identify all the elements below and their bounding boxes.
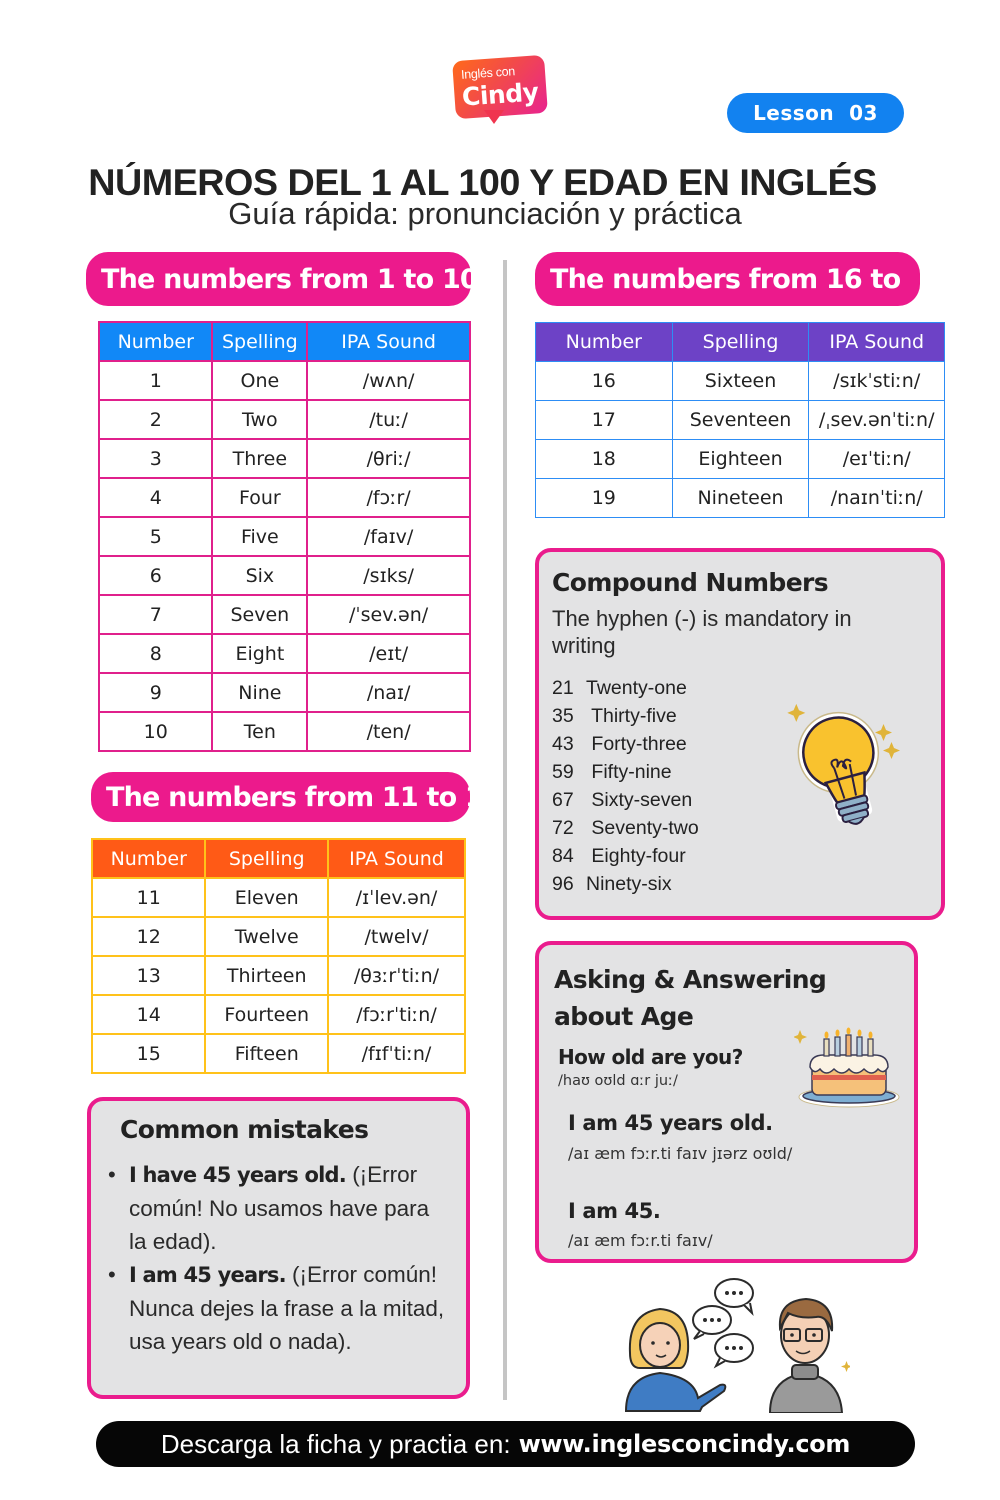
compound-word: Eighty-four [591,845,686,867]
compound-word: Ninety-six [586,873,672,895]
ipa-cell: /fɔːr/ [307,478,470,517]
table-row [92,956,465,995]
number-cell: 3 [99,439,212,478]
compound-word: Thirty-five [591,705,677,727]
compound-word: Sixty-seven [591,789,693,811]
table-body [536,362,945,518]
compound-number: 35 [552,705,574,727]
spelling-cell: Sixteen [672,362,809,401]
lesson-badge: Lesson 03 [727,93,904,133]
logo-text-line2: Cindy [461,77,540,112]
number-cell: 17 [536,401,673,440]
ipa-cell: /sɪkˈstiːn/ [809,362,945,401]
birthday-cake-icon [794,1027,900,1113]
list-item [552,870,699,898]
number-cell: 11 [92,878,205,917]
spelling-cell: Fourteen [205,995,327,1034]
page-title: NÚMEROS DEL 1 AL 100 Y EDAD EN INGLÉS [88,162,877,203]
compound-list [552,674,699,898]
column-header: Number [99,322,212,361]
ipa-cell: /eɪt/ [307,634,470,673]
compound-numbers-card [535,548,945,920]
ipa-cell: /ˌsev.ənˈtiːn/ [809,401,945,440]
spelling-cell: One [212,361,307,400]
number-cell: 10 [99,712,212,751]
ipa-cell: /θɜːrˈtiːn/ [328,956,465,995]
compound-number: 96 [552,873,574,895]
spelling-cell: Eighteen [672,440,809,479]
spelling-cell: Eight [212,634,307,673]
spelling-cell: Two [212,400,307,439]
number-cell: 7 [99,595,212,634]
table-row [99,517,470,556]
number-cell: 9 [99,673,212,712]
table-row [99,673,470,712]
compound-number: 21 [552,677,574,699]
spelling-cell: Seven [212,595,307,634]
logo-bubble-tail [484,110,504,124]
speech-bubble-icon [693,1279,753,1366]
table-row [536,362,945,401]
table-row [92,878,465,917]
spelling-cell: Fifteen [205,1034,327,1073]
number-cell: 14 [92,995,205,1034]
compound-number: 72 [552,817,574,839]
spelling-cell: Three [212,439,307,478]
number-cell: 5 [99,517,212,556]
table-row [99,361,470,400]
ipa-cell: /eɪˈtiːn/ [809,440,945,479]
ipa-cell: /faɪv/ [307,517,470,556]
compound-word: Fifty-nine [591,761,672,783]
compound-word: Seventy-two [591,817,699,839]
list-item [552,730,699,758]
list-item [106,1258,446,1358]
spelling-cell: Seventeen [672,401,809,440]
table-header-row [92,839,465,878]
spelling-cell: Six [212,556,307,595]
table-row [92,1034,465,1073]
numbers-table-11-to-15 [91,838,466,1074]
age-answer-2-ipa: /aɪ æm fɔːr.ti faɪv/ [568,1231,713,1250]
compound-word: Twenty-one [586,677,687,699]
compound-word: Forty-three [591,733,687,755]
age-heading: Asking & Answering about Age [554,965,827,1031]
table-row [92,917,465,956]
column-header: Number [92,839,205,878]
footer-text: Descarga la ficha y practia en: [160,1428,511,1459]
number-cell: 12 [92,917,205,956]
ipa-cell: /ten/ [307,712,470,751]
spelling-cell: Four [212,478,307,517]
table-row [99,556,470,595]
list-item [552,674,699,702]
compound-heading: Compound Numbers [552,568,829,597]
table-row [99,439,470,478]
ipa-cell: /twelv/ [328,917,465,956]
number-cell: 4 [99,478,212,517]
number-cell: 8 [99,634,212,673]
number-cell: 19 [536,479,673,518]
number-cell: 15 [92,1034,205,1073]
age-answer-1-ipa: /aɪ æm fɔːr.ti faɪv jɪərz oʊld/ [568,1144,793,1163]
number-cell: 16 [536,362,673,401]
spelling-cell: Nineteen [672,479,809,518]
common-mistakes-card [87,1097,470,1399]
column-divider [503,260,507,1400]
column-header: Spelling [212,322,307,361]
footer-banner [96,1421,915,1467]
table-row [536,401,945,440]
ipa-cell: /naɪnˈtiːn/ [809,479,945,518]
lightbulb-icon [785,700,905,840]
table-row [99,595,470,634]
conversation-illustration [620,1273,850,1413]
ipa-cell: /ɪˈlev.ən/ [328,878,465,917]
numbers-table-1-to-10 [98,321,471,752]
number-cell: 1 [99,361,212,400]
spelling-cell: Ten [212,712,307,751]
list-item [552,702,699,730]
ipa-cell: /wʌn/ [307,361,470,400]
column-header: IPA Sound [307,322,470,361]
table-row [99,712,470,751]
spelling-cell: Eleven [205,878,327,917]
brand-logo [450,52,550,128]
mistake-explanation: (¡Error común! Nunca dejes la frase a la mitad, usa years old o nada). [129,1262,445,1354]
section-heading-11-to-15: The numbers from 11 to 15 [91,772,470,822]
age-answer-1: I am 45 years old. [568,1111,773,1135]
asking-age-card [535,941,918,1263]
age-answer-2: I am 45. [568,1199,661,1223]
compound-number: 59 [552,761,574,783]
compound-number: 43 [552,733,574,755]
table-row [99,478,470,517]
section-heading-16-to-19: The numbers from 16 to 19 [535,252,920,306]
mistakes-heading: Common mistakes [120,1115,369,1144]
table-body [99,361,470,751]
age-question: How old are you? [558,1045,743,1069]
table-header-row [536,323,945,362]
number-cell: 13 [92,956,205,995]
mistake-phrase: I am 45 years. [129,1263,286,1287]
column-header: IPA Sound [809,323,945,362]
age-question-ipa: /haʊ oʊld ɑːr juː/ [558,1073,678,1089]
ipa-cell: /fɪfˈtiːn/ [328,1034,465,1073]
ipa-cell: /tuː/ [307,400,470,439]
mistake-phrase: I have 45 years old. [129,1163,346,1187]
page-subtitle: Guía rápida: pronunciación y práctica [228,196,742,231]
number-cell: 18 [536,440,673,479]
table-header-row [99,322,470,361]
spelling-cell: Five [212,517,307,556]
table-row [99,634,470,673]
footer-website-link[interactable]: www.inglesconcindy.com [518,1430,851,1458]
column-header: Spelling [672,323,809,362]
list-item [552,758,699,786]
table-row [536,440,945,479]
logo-text-line1: Inglés con [460,64,516,82]
ipa-cell: /θriː/ [307,439,470,478]
compound-note: The hyphen (-) is mandatory in writing [552,606,852,658]
column-header: Spelling [205,839,327,878]
spelling-cell: Nine [212,673,307,712]
number-cell: 2 [99,400,212,439]
table-row [99,400,470,439]
number-cell: 6 [99,556,212,595]
spelling-cell: Thirteen [205,956,327,995]
list-item [106,1158,446,1258]
table-body [92,878,465,1073]
table-row [92,995,465,1034]
numbers-table-16-to-19 [535,322,945,518]
compound-number: 67 [552,789,574,811]
mistake-explanation: (¡Error común! No usamos have para la edad). [129,1162,430,1254]
list-item [552,786,699,814]
spelling-cell: Twelve [205,917,327,956]
ipa-cell: /sɪks/ [307,556,470,595]
column-header: IPA Sound [328,839,465,878]
compound-number: 84 [552,845,574,867]
mistakes-list [106,1158,446,1358]
ipa-cell: /fɔːrˈtiːn/ [328,995,465,1034]
table-row [536,479,945,518]
ipa-cell: /naɪ/ [307,673,470,712]
list-item [552,814,699,842]
ipa-cell: /ˈsev.ən/ [307,595,470,634]
list-item [552,842,699,870]
section-heading-1-to-10: The numbers from 1 to 10 [86,252,471,306]
column-header: Number [536,323,673,362]
